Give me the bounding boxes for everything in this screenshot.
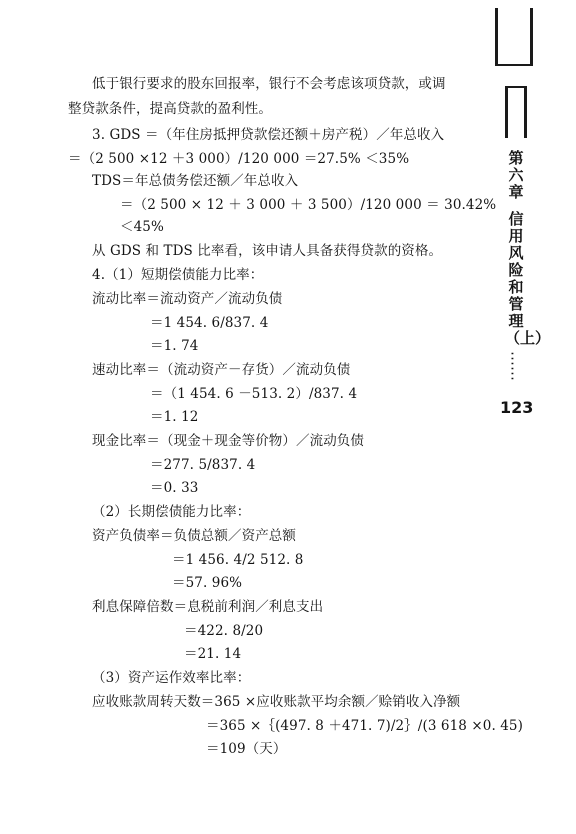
paragraph-line: 从 GDS 和 TDS 比率看，该申请人具备获得贷款的资格。	[92, 243, 443, 259]
formula-calc: ＝365 ×｛(497. 8 ＋471. 7)/2｝/(3 618 ×0. 45)	[206, 718, 523, 734]
formula-calc: ＝277. 5/837. 4	[150, 457, 256, 473]
formula-cash-ratio: 现金比率＝（现金＋现金等价物）／流动负债	[92, 433, 364, 449]
decorative-bar-left	[495, 8, 498, 66]
formula-result: ＝1. 12	[150, 409, 199, 425]
formula-calc: ＝422. 8/20	[184, 623, 264, 639]
decorative-bar-right	[530, 8, 533, 66]
formula-quick-ratio: 速动比率＝（流动资产－存货）／流动负债	[92, 362, 351, 378]
formula-gds-calc: ＝（2 500 ×12 ＋3 000）/120 000 ＝27.5% ＜35%	[68, 151, 410, 167]
page-number: 123	[500, 398, 534, 417]
section-heading: （3）资产运作效率比率：	[92, 670, 251, 686]
section-heading: （2）长期偿债能力比率：	[92, 504, 251, 520]
formula-current-ratio: 流动比率＝流动资产／流动负债	[92, 291, 283, 307]
formula-interest-coverage: 利息保障倍数＝息税前利润／利息支出	[92, 599, 324, 615]
paragraph-line: 低于银行要求的股东回报率，银行不会考虑该项贷款，或调	[92, 76, 446, 92]
formula-receivable-days: 应收账款周转天数＝365 ×应收账款平均余额／赊销收入净额	[92, 694, 461, 710]
section-heading: 4.（1）短期偿债能力比率：	[92, 267, 264, 283]
formula-result: ＝21. 14	[184, 646, 242, 662]
formula-tds: TDS＝年总债务偿还额／年总收入	[92, 173, 299, 189]
decorative-bar-right-2	[524, 86, 527, 138]
formula-debt-ratio: 资产负债率＝负债总额／资产总额	[92, 528, 296, 544]
formula-tds-result: ＜45%	[120, 219, 164, 235]
chapter-sidebar	[505, 149, 551, 381]
formula-gds: 3. GDS ＝（年住房抵押贷款偿还额＋房产税）／年总收入	[92, 127, 445, 143]
formula-result: ＝109（天）	[206, 741, 287, 757]
decorative-bar-base	[495, 64, 533, 66]
chapter-title: 信用风险和管理（上）	[505, 210, 551, 347]
chapter-number: 第六章	[508, 149, 524, 201]
formula-result: ＝57. 96%	[172, 575, 243, 591]
paragraph-line: 整贷款条件，提高贷款的盈利性。	[68, 101, 272, 117]
formula-result: ＝1. 74	[150, 338, 199, 354]
formula-tds-calc: ＝（2 500 × 12 ＋ 3 000 ＋ 3 500）/120 000 ＝ 30.42%	[120, 197, 497, 213]
decorative-bar-left-2	[505, 86, 508, 138]
formula-calc: ＝1 456. 4/2 512. 8	[172, 552, 304, 568]
chapter-dots: ……	[507, 351, 526, 381]
formula-result: ＝0. 33	[150, 480, 199, 496]
formula-calc: ＝（1 454. 6 －513. 2）/837. 4	[150, 386, 358, 402]
decorative-bar-top-2	[505, 86, 527, 88]
formula-calc: ＝1 454. 6/837. 4	[150, 315, 269, 331]
